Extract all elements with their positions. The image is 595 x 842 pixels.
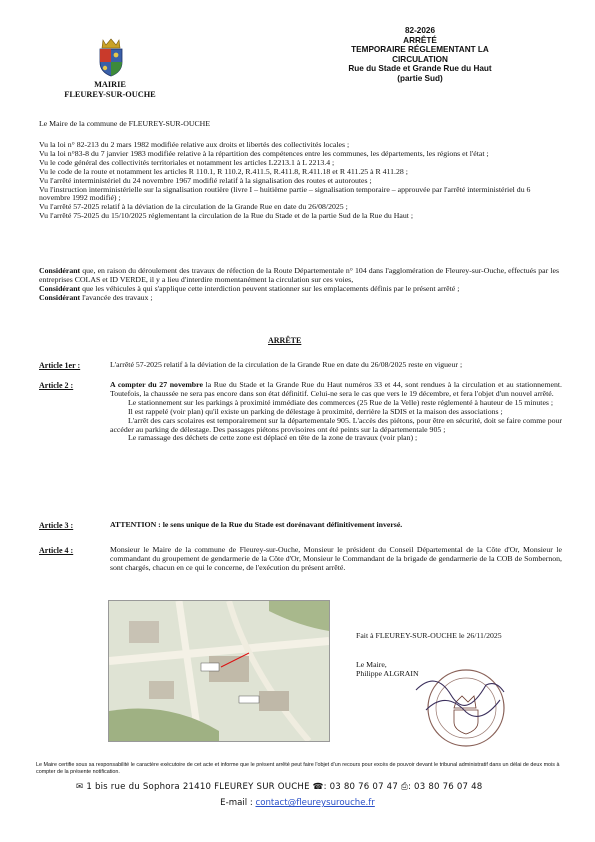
decree-title-line: ARRÊTÉ: [403, 35, 437, 45]
article-paragraph: [110, 381, 562, 399]
consideration: [39, 267, 559, 285]
consideration-text: l'avancée des travaux ;: [80, 292, 153, 302]
article-3-label: Article 3 :: [39, 521, 74, 530]
fax-icon: ⎙: [400, 782, 409, 792]
article-paragraph: L'arrêté 57-2025 relatif à la déviation de la circulation de la Grande Rue en date du 26/08/2025 reste en vigueur ;: [110, 360, 463, 369]
signatory-name: Philippe ALGRAIN: [356, 669, 419, 678]
article-2-date: A compter du 27 novembre: [110, 380, 203, 389]
legal-reference: Vu la loi n° 82-213 du 2 mars 1982 modifiée relative aux droits et libertés des collectivités locales ;: [39, 140, 350, 149]
article-paragraph: Monsieur le Maire de la commune de Fleurey-sur-Ouche, Monsieur le président du Conseil Départemental de la Côte d'Or, Monsieur le commandant du groupement de gendarmerie de la Côte d'Or, Monsieur le Commandant de la brigade de gendarmerie de la COB de Sombernon, sont chargés, chacun en ce qui le concerne, de l'exécution du présent arrêté.: [110, 545, 562, 572]
decree-title-line: TEMPORAIRE RÉGLEMENTANT LA: [351, 45, 489, 55]
consideration-text: que les véhicules à qui s'applique cette interdiction peuvent stationner sur les emplacements définis par le présent arrêté ;: [80, 283, 460, 293]
article-3-text: [110, 521, 562, 530]
legal-reference: Vu le code général des collectivités territoriales et notamment les articles L2213.1 à L 2213.4 ;: [39, 157, 335, 167]
consideration-text: que, en raison du déroulement des travaux de réfection de la Route Départementale n° 104 dans l'agglomération de Fleurey-sur-Ouche, effectués par les entreprises COLAS et ID VERDE, il y a lieu d'interdire momentanément la circulation sur ces voies,: [39, 266, 559, 284]
signatory-title: Le Maire,: [356, 660, 387, 669]
footer-phone: : 03 80 76 07 47: [323, 782, 399, 792]
footer-email: [0, 798, 595, 808]
consideration-lead: Considérant: [39, 283, 81, 293]
email-label: E-mail :: [220, 798, 253, 808]
town-name: FLEUREY-SUR-OUCHE: [64, 89, 156, 99]
article-paragraph: Il est rappelé (voir plan) qu'il existe un parking de délestage à proximité, derrière la SDIS et la maison des associations ;: [128, 406, 503, 416]
place-date: Fait à FLEUREY-SUR-OUCHE le 26/11/2025: [356, 631, 502, 640]
consideration-lead: Considérant: [39, 292, 81, 302]
crest-icon: [96, 36, 126, 78]
article-paragraph: ATTENTION : le sens unique de la Rue du Stade est dorénavant définitivement inversé.: [110, 520, 403, 529]
decree-number: 82-2026: [404, 26, 436, 35]
decree-header: [300, 26, 540, 84]
legal-references: [39, 141, 559, 221]
article-2-text: [110, 381, 562, 443]
envelope-icon: ✉: [76, 782, 84, 792]
intro-line: Le Maire de la commune de FLEUREY-SUR-OUCHE: [39, 119, 211, 128]
phone-icon: ☎: [312, 782, 324, 792]
legal-footnote: Le Maire certifie sous sa responsabilité le caractère exécutoire de cet acte et informe que le présent arrêté peut faire l'objet d'un recours pour excès de pouvoir devant le tribunal administratif dans un délai de deux mois à compter de la présente notification.: [36, 762, 560, 775]
legal-reference: Vu l'instruction interministérielle sur la signalisation routière (livre I – huitième partie – signalisation temporaire – approuvée par l'arrêté interministériel du 6 novembre 1992 modifié) ;: [39, 184, 531, 203]
article-2-label: Article 2 :: [39, 381, 74, 390]
stamp-seal-icon: [396, 650, 512, 766]
article-4-text: [110, 546, 562, 573]
article-paragraph: L'arrêt des cars scolaires est temporairement sur la départementale 905. L'accès des piétons, pour être en sécurité, doit se faire comme pour accéder au parking de délestage. Des passages piétons provisoires ont été peints sur la départementale 905 ;: [110, 415, 562, 434]
footer-fax: : 03 80 76 07 48: [408, 782, 483, 792]
town-hall-label: [50, 80, 170, 99]
legal-reference: Vu l'arrêté 75-2025 du 15/10/2025 réglementant la circulation de la Rue du Stade et de la partie Sud de la Rue du Haut ;: [39, 211, 413, 221]
decree-title-line: Rue du Stade et Grande Rue du Haut: [348, 64, 492, 74]
footer-contact: [76, 782, 556, 792]
legal-reference: Vu la loi n°83-8 du 7 janvier 1983 modifiée relative à la répartition des compétences entre les communes, les départements, les régions et l'état ;: [39, 148, 489, 158]
article-paragraph: Le ramassage des déchets de cette zone est déplacé en tête de la zone de travaux (voir plan) ;: [128, 433, 418, 443]
legal-reference: Vu l'arrêté 57-2025 relatif à la déviation de la circulation de la Grande Rue en date du 26/08/2025 ;: [39, 202, 348, 212]
decree-title-line: (partie Sud): [397, 73, 443, 83]
mairie-line: MAIRIE: [94, 80, 126, 89]
article-paragraph-text: la Rue du Stade et la Grande Rue du Haut numéros 33 et 44, sont rendues à la circulation et au stationnement. Toutefois, la chaussée ne sera pas encore dans son état définitif. Celui-ne sera le cas que vers le 19 décembre, et fera l'objet d'un nouvel arrêté.: [110, 380, 562, 398]
consideration-lead: Considérant: [39, 266, 81, 275]
footer-address: 1 bis rue du Sophora 21410 FLEUREY SUR OUCHE: [86, 782, 310, 792]
site-map-image: [108, 600, 330, 742]
legal-reference: Vu l'arrêté interministériel du 24 novembre 1967 modifié relatif à la signalisation des routes et autoroutes ;: [39, 175, 372, 185]
decree-title-line: CIRCULATION: [392, 54, 448, 64]
article-paragraph: Le stationnement sur les parkings à proximité immédiate des commerces (25 Rue de la Velle) reste réglementé à hauteur de 15 minutes ;: [128, 397, 554, 407]
article-4-label: Article 4 :: [39, 546, 74, 555]
consideration: [39, 294, 559, 303]
legal-reference: Vu le code de la route et notamment les articles R 110.1, R 110.2, R.411.5, R.411.8, R.411.18 et R 411.25 à R 411.28 ;: [39, 166, 408, 176]
email-link[interactable]: contact@fleureysurouche.fr: [255, 798, 375, 808]
considerations: [39, 267, 559, 303]
article-1-label: Article 1er :: [39, 361, 81, 370]
article-1-text: [110, 361, 562, 370]
decision-heading: ARRÊTE: [268, 336, 302, 345]
